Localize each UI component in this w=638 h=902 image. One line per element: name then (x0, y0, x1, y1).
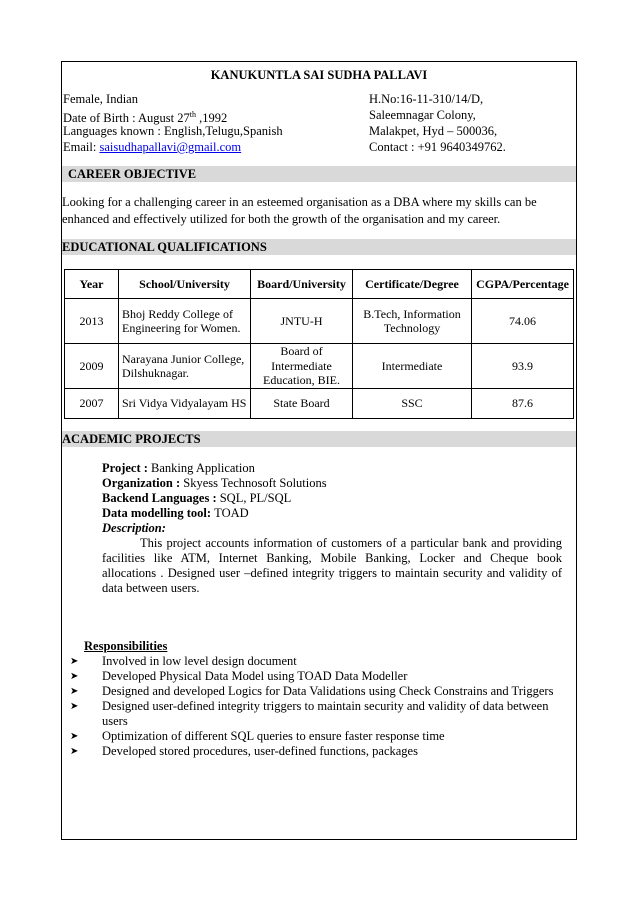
career-objective-text: Looking for a challenging career in an esteemed organisation as a DBA where my skills can be enhanced and effectively utilized for both the growth of the organisation and my career. (62, 195, 537, 226)
project-description: This project accounts information of customers of a particular bank and providing facilities like ATM, Internet Banking, Mobile Banking, Locker and Cheque book allocations . Designed user –defined integrity triggers to maintain security and validity of data between users. (102, 536, 562, 595)
cell-score: 87.6 (472, 389, 574, 419)
project-tool: Data modelling tool: TOAD (102, 506, 249, 520)
address-line-2: Saleemnagar Colony, (369, 108, 476, 122)
cell-school: Bhoj Reddy College of Engineering for Women. (119, 299, 251, 344)
cell-school: Narayana Junior College, Dilshuknagar. (119, 344, 251, 389)
cell-degree: Intermediate (353, 344, 472, 389)
project-organization: Organization : Skyess Technosoft Solutions (102, 476, 327, 490)
arrow-bullet-icon: ➤ (70, 746, 79, 757)
arrow-bullet-icon: ➤ (70, 701, 79, 712)
languages-known: Languages known : English,Telugu,Spanish (63, 124, 283, 138)
career-objective-heading: CAREER OBJECTIVE (62, 166, 576, 182)
responsibilities-heading: Responsibilities (84, 639, 168, 653)
table-row (65, 389, 574, 419)
candidate-name: KANUKUNTLA SAI SUDHA PALLAVI (210, 68, 428, 82)
header-score: CGPA/Percentage (472, 270, 574, 299)
academic-projects-heading: ACADEMIC PROJECTS (62, 431, 576, 447)
email-link[interactable]: saisudhapallavi@gmail.com (99, 140, 242, 154)
arrow-bullet-icon: ➤ (70, 686, 79, 697)
date-of-birth: Date of Birth : August 27th ,1992 (63, 110, 228, 126)
project-backend: Backend Languages : SQL, PL/SQL (102, 491, 292, 505)
education-table (64, 269, 574, 419)
education-heading: EDUCATIONAL QUALIFICATIONS (62, 239, 576, 255)
arrow-bullet-icon: ➤ (70, 656, 79, 667)
arrow-bullet-icon: ➤ (70, 671, 79, 682)
cell-degree: B.Tech, Information Technology (353, 299, 472, 344)
header-degree: Certificate/Degree (353, 270, 472, 299)
cell-board: JNTU-H (251, 299, 353, 344)
header-year: Year (65, 270, 119, 299)
project-description-label: Description: (102, 521, 166, 535)
cell-board: State Board (251, 389, 353, 419)
table-row (65, 344, 574, 389)
cell-year: 2009 (65, 344, 119, 389)
resume-page: KANUKUNTLA SAI SUDHA PALLAVI Female, Indian Date of Birth : August 27th ,1992 Languages known : English,Telugu,Spanish Email: saisudhapallavi@gmail.com H.No:16-11-310/14/D, Saleemnagar Colony, Malakpet, Hyd – 500036, Contact : +91 9640349762. CAREER OBJECTIVE Looking for a challenging career in an esteemed organisation as a DBA where my skills can be enhanced and effectively utilized for both the growth of the organisation and my career. EDUCATIONAL QUALIFICATIONS Year School/University Board/University Certificate/Degree CGPA/Percentage 2013 Bhoj Reddy College of Engineering for Women. JNTU-H B.Tech, Information Technology 74.06 2009 Narayana Junior College, Dilshuknagar. Board of Intermediate Education, BIE. Intermediate 93.9 2007 Sri Vidya Vidyalayam HS State Board SSC 87.6 ACADEMIC PROJECTS Project : Banking Application Organization : Skyess Technosoft Solutions Backend Languages : SQL, PL/SQL Data modelling tool: TOAD Description: This project accounts information of customers of a particular bank and providing facilities like ATM, Internet Banking, Mobile Banking, Locker and Cheque book allocations . Designed user –defined integrity triggers to maintain security and validity of data between users. Responsibilities ➤ Involved in low level design document ➤ Developed Physical Data Model using TOAD Data Modeller ➤ Designed and developed Logics for Data Validations using Check Constrains and Triggers ➤ Designed user-defined integrity triggers to maintain security and validity of data between users ➤ Optimization of different SQL queries to ensure faster response time ➤ Developed stored procedures, user-defined functions, packages (61, 61, 577, 840)
cell-school: Sri Vidya Vidyalayam HS (119, 389, 251, 419)
cell-board: Board of Intermediate Education, BIE. (251, 344, 353, 389)
address-line-3: Malakpet, Hyd – 500036, (369, 124, 498, 138)
cell-year: 2007 (65, 389, 119, 419)
cell-year: 2013 (65, 299, 119, 344)
gender-nationality: Female, Indian (63, 92, 138, 106)
project-name: Project : Banking Application (102, 461, 255, 475)
contact-number: Contact : +91 9640349762. (369, 140, 506, 154)
cell-degree: SSC (353, 389, 472, 419)
table-header-row (65, 270, 574, 299)
address-line-1: H.No:16-11-310/14/D, (369, 92, 484, 106)
header-school: School/University (119, 270, 251, 299)
cell-score: 74.06 (472, 299, 574, 344)
header-board: Board/University (251, 270, 353, 299)
cell-score: 93.9 (472, 344, 574, 389)
email-line: Email: saisudhapallavi@gmail.com (63, 140, 242, 154)
arrow-bullet-icon: ➤ (70, 731, 79, 742)
table-row (65, 299, 574, 344)
